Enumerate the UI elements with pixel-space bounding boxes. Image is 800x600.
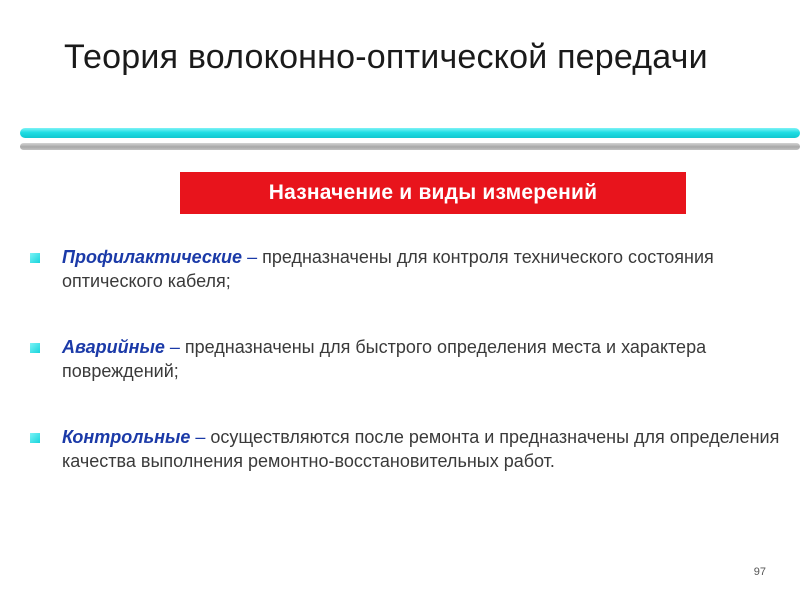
bullet-square-icon bbox=[30, 433, 40, 443]
bullet-description: предназначены для контроля технического состояния оптического кабеля; bbox=[62, 247, 714, 291]
list-item-emergency bbox=[28, 335, 780, 383]
title-underline-cyan bbox=[20, 128, 800, 138]
bullet-dash: – bbox=[242, 247, 263, 267]
list-item-control bbox=[28, 425, 780, 473]
bullet-term: Аварийные bbox=[62, 337, 165, 357]
bullet-square-icon bbox=[30, 253, 40, 263]
section-heading-box bbox=[180, 172, 686, 214]
bullet-square-icon bbox=[30, 343, 40, 353]
slide-title: Теория волоконно-оптической передачи bbox=[64, 38, 708, 76]
list-item-preventive bbox=[28, 245, 780, 293]
page-number: 97 bbox=[753, 566, 766, 578]
section-heading: Назначение и виды измерений bbox=[268, 181, 598, 204]
bullet-description: осуществляются после ремонта и предназначены для определения качества выполнения ремонтно-восстановительных работ. bbox=[62, 427, 780, 471]
bullet-description: предназначены для быстрого определения места и характера повреждений; bbox=[62, 337, 707, 381]
measurement-types-list bbox=[28, 245, 780, 473]
bullet-term: Профилактические bbox=[62, 247, 243, 267]
bullet-term: Контрольные bbox=[62, 427, 191, 447]
title-underline-gray bbox=[20, 143, 800, 150]
bullet-dash: – bbox=[164, 337, 185, 357]
bullet-dash: – bbox=[190, 427, 211, 447]
